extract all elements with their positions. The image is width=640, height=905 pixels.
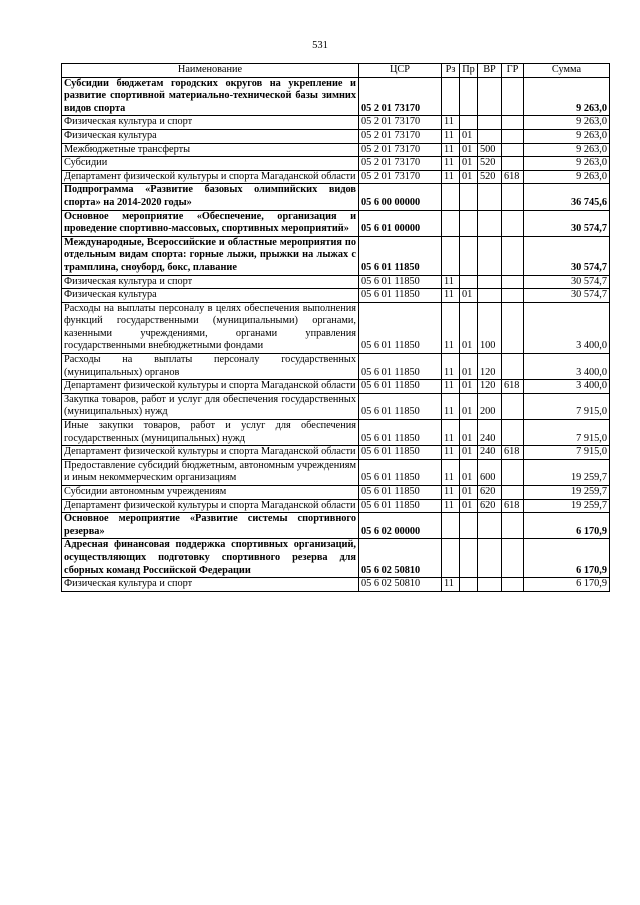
cell-csr: 05 6 02 00000	[359, 513, 442, 539]
cell-sum: 9 263,0	[524, 157, 610, 171]
cell-gr: 618	[502, 446, 524, 460]
cell-pr: 01	[460, 446, 478, 460]
cell-csr: 05 6 01 11850	[359, 275, 442, 289]
cell-csr: 05 6 02 50810	[359, 539, 442, 578]
cell-gr: 618	[502, 499, 524, 513]
cell-pr	[460, 539, 478, 578]
cell-rz: 11	[442, 446, 460, 460]
cell-name: Основное мероприятие «Обеспечение, организация и проведение спортивно-массовых, спортивных мероприятий»	[62, 210, 359, 236]
cell-name: Физическая культура	[62, 129, 359, 143]
cell-gr	[502, 157, 524, 171]
cell-vr	[478, 275, 502, 289]
cell-name: Департамент физической культуры и спорта Магаданской области	[62, 446, 359, 460]
cell-csr: 05 6 01 11850	[359, 380, 442, 394]
cell-rz: 11	[442, 302, 460, 353]
cell-rz	[442, 210, 460, 236]
table-body	[62, 77, 610, 591]
cell-vr	[478, 236, 502, 275]
cell-csr: 05 6 02 50810	[359, 578, 442, 592]
cell-pr: 01	[460, 486, 478, 500]
cell-rz: 11	[442, 170, 460, 184]
cell-name: Адресная финансовая поддержка спортивных организаций, осуществляющих подготовку спортивного резерва для сборных команд Российской Федерации	[62, 539, 359, 578]
header-csr: ЦСР	[359, 64, 442, 78]
cell-sum: 7 915,0	[524, 446, 610, 460]
cell-gr	[502, 539, 524, 578]
cell-sum: 9 263,0	[524, 77, 610, 116]
cell-pr: 01	[460, 499, 478, 513]
cell-vr: 500	[478, 143, 502, 157]
table-row	[62, 446, 610, 460]
cell-pr	[460, 210, 478, 236]
table-row	[62, 393, 610, 419]
cell-gr	[502, 578, 524, 592]
table-row	[62, 143, 610, 157]
table-row	[62, 513, 610, 539]
table-header-row	[62, 64, 610, 78]
table-row	[62, 116, 610, 130]
cell-name: Субсидии автономным учреждениям	[62, 486, 359, 500]
cell-gr	[502, 459, 524, 485]
cell-csr: 05 2 01 73170	[359, 157, 442, 171]
table-row	[62, 170, 610, 184]
cell-vr: 100	[478, 302, 502, 353]
cell-rz	[442, 539, 460, 578]
cell-rz: 11	[442, 275, 460, 289]
cell-pr	[460, 275, 478, 289]
cell-pr: 01	[460, 420, 478, 446]
cell-sum: 19 259,7	[524, 459, 610, 485]
budget-table	[61, 63, 610, 592]
cell-pr: 01	[460, 289, 478, 303]
cell-vr: 620	[478, 486, 502, 500]
table-row	[62, 275, 610, 289]
cell-gr	[502, 354, 524, 380]
cell-csr: 05 6 01 11850	[359, 354, 442, 380]
cell-gr	[502, 143, 524, 157]
cell-pr: 01	[460, 143, 478, 157]
cell-gr: 618	[502, 380, 524, 394]
table-row	[62, 289, 610, 303]
cell-pr: 01	[460, 380, 478, 394]
cell-sum: 9 263,0	[524, 170, 610, 184]
cell-sum: 3 400,0	[524, 302, 610, 353]
cell-name: Департамент физической культуры и спорта Магаданской области	[62, 380, 359, 394]
cell-pr	[460, 77, 478, 116]
cell-csr: 05 2 01 73170	[359, 116, 442, 130]
cell-pr: 01	[460, 459, 478, 485]
cell-sum: 9 263,0	[524, 116, 610, 130]
cell-vr	[478, 184, 502, 210]
table-row	[62, 459, 610, 485]
cell-sum: 19 259,7	[524, 499, 610, 513]
cell-rz: 11	[442, 459, 460, 485]
cell-vr	[478, 77, 502, 116]
cell-vr	[478, 539, 502, 578]
cell-sum: 6 170,9	[524, 578, 610, 592]
cell-vr	[478, 513, 502, 539]
cell-gr	[502, 486, 524, 500]
cell-pr: 01	[460, 393, 478, 419]
cell-csr: 05 6 01 11850	[359, 486, 442, 500]
cell-gr	[502, 289, 524, 303]
cell-pr	[460, 116, 478, 130]
cell-name: Расходы на выплаты персоналу государственных (муниципальных) органов	[62, 354, 359, 380]
cell-sum: 30 574,7	[524, 289, 610, 303]
cell-name: Основное мероприятие «Развитие системы спортивного резерва»	[62, 513, 359, 539]
cell-gr	[502, 77, 524, 116]
cell-gr: 618	[502, 170, 524, 184]
cell-vr	[478, 578, 502, 592]
cell-rz: 11	[442, 129, 460, 143]
cell-sum: 7 915,0	[524, 420, 610, 446]
cell-pr: 01	[460, 170, 478, 184]
cell-rz	[442, 77, 460, 116]
cell-sum: 6 170,9	[524, 539, 610, 578]
cell-name: Иные закупки товаров, работ и услуг для обеспечения государственных (муниципальных) нужд	[62, 420, 359, 446]
cell-rz	[442, 236, 460, 275]
cell-rz	[442, 184, 460, 210]
cell-csr: 05 6 01 00000	[359, 210, 442, 236]
cell-rz: 11	[442, 499, 460, 513]
page-number: 531	[312, 40, 328, 51]
cell-csr: 05 6 01 11850	[359, 393, 442, 419]
cell-vr: 240	[478, 420, 502, 446]
cell-rz	[442, 513, 460, 539]
header-pr: Пр	[460, 64, 478, 78]
cell-vr: 520	[478, 170, 502, 184]
cell-rz: 11	[442, 116, 460, 130]
cell-pr	[460, 236, 478, 275]
cell-csr: 05 2 01 73170	[359, 170, 442, 184]
header-rz: Рз	[442, 64, 460, 78]
table-row	[62, 539, 610, 578]
cell-name: Субсидии бюджетам городских округов на укрепление и развитие спортивной материально-технической базы зимних видов спорта	[62, 77, 359, 116]
cell-csr: 05 6 01 11850	[359, 499, 442, 513]
cell-csr: 05 6 01 11850	[359, 420, 442, 446]
cell-csr: 05 6 01 11850	[359, 289, 442, 303]
table-row	[62, 380, 610, 394]
cell-csr: 05 6 00 00000	[359, 184, 442, 210]
cell-sum: 30 574,7	[524, 210, 610, 236]
cell-sum: 3 400,0	[524, 354, 610, 380]
cell-name: Межбюджетные трансферты	[62, 143, 359, 157]
cell-name: Департамент физической культуры и спорта Магаданской области	[62, 499, 359, 513]
cell-rz: 11	[442, 380, 460, 394]
cell-rz: 11	[442, 143, 460, 157]
cell-name: Департамент физической культуры и спорта Магаданской области	[62, 170, 359, 184]
header-name: Наименование	[62, 64, 359, 78]
cell-pr	[460, 578, 478, 592]
cell-gr	[502, 420, 524, 446]
table-row	[62, 499, 610, 513]
cell-sum: 9 263,0	[524, 129, 610, 143]
cell-name: Физическая культура и спорт	[62, 116, 359, 130]
cell-name: Подпрограмма «Развитие базовых олимпийских видов спорта» на 2014-2020 годы»	[62, 184, 359, 210]
table-row	[62, 210, 610, 236]
cell-gr	[502, 129, 524, 143]
cell-pr: 01	[460, 129, 478, 143]
cell-pr	[460, 184, 478, 210]
cell-gr	[502, 393, 524, 419]
cell-vr: 120	[478, 354, 502, 380]
cell-name: Международные, Всероссийские и областные мероприятия по отдельным видам спорта: горные лыжи, прыжки на лыжах с трамплина, сноуборд, бокс, плавание	[62, 236, 359, 275]
cell-sum: 30 574,7	[524, 275, 610, 289]
cell-gr	[502, 513, 524, 539]
cell-rz: 11	[442, 289, 460, 303]
table-row	[62, 578, 610, 592]
cell-pr	[460, 513, 478, 539]
cell-name: Расходы на выплаты персоналу в целях обеспечения выполнения функций государственными (муниципальными) органами, казенными учреждениями, органами управления государственными внебюджетными фондами	[62, 302, 359, 353]
cell-sum: 9 263,0	[524, 143, 610, 157]
table-row	[62, 129, 610, 143]
header-sum: Сумма	[524, 64, 610, 78]
cell-vr: 600	[478, 459, 502, 485]
cell-csr: 05 2 01 73170	[359, 129, 442, 143]
cell-vr: 620	[478, 499, 502, 513]
cell-rz: 11	[442, 486, 460, 500]
cell-sum: 6 170,9	[524, 513, 610, 539]
cell-csr: 05 2 01 73170	[359, 77, 442, 116]
cell-name: Предоставление субсидий бюджетным, автономным учреждениям и иным некоммерческим организациям	[62, 459, 359, 485]
cell-name: Физическая культура и спорт	[62, 275, 359, 289]
cell-rz: 11	[442, 157, 460, 171]
header-vr: ВР	[478, 64, 502, 78]
cell-pr: 01	[460, 302, 478, 353]
cell-csr: 05 6 01 11850	[359, 302, 442, 353]
cell-vr: 240	[478, 446, 502, 460]
cell-pr: 01	[460, 157, 478, 171]
cell-rz: 11	[442, 393, 460, 419]
cell-sum: 3 400,0	[524, 380, 610, 394]
cell-vr: 120	[478, 380, 502, 394]
cell-csr: 05 6 01 11850	[359, 446, 442, 460]
cell-vr	[478, 116, 502, 130]
cell-csr: 05 6 01 11850	[359, 236, 442, 275]
cell-sum: 7 915,0	[524, 393, 610, 419]
table-row	[62, 486, 610, 500]
cell-rz: 11	[442, 354, 460, 380]
cell-name: Субсидии	[62, 157, 359, 171]
cell-vr: 200	[478, 393, 502, 419]
cell-gr	[502, 116, 524, 130]
table-row	[62, 157, 610, 171]
cell-name: Закупка товаров, работ и услуг для обеспечения государственных (муниципальных) нужд	[62, 393, 359, 419]
cell-csr: 05 2 01 73170	[359, 143, 442, 157]
cell-gr	[502, 275, 524, 289]
cell-vr	[478, 289, 502, 303]
cell-name: Физическая культура и спорт	[62, 578, 359, 592]
cell-pr: 01	[460, 354, 478, 380]
header-gr: ГР	[502, 64, 524, 78]
cell-vr	[478, 129, 502, 143]
cell-gr	[502, 184, 524, 210]
cell-vr	[478, 210, 502, 236]
table-row	[62, 184, 610, 210]
cell-sum: 30 574,7	[524, 236, 610, 275]
cell-vr: 520	[478, 157, 502, 171]
cell-name: Физическая культура	[62, 289, 359, 303]
table-row	[62, 236, 610, 275]
cell-sum: 36 745,6	[524, 184, 610, 210]
table-row	[62, 77, 610, 116]
cell-gr	[502, 236, 524, 275]
cell-gr	[502, 302, 524, 353]
cell-gr	[502, 210, 524, 236]
cell-csr: 05 6 01 11850	[359, 459, 442, 485]
cell-rz: 11	[442, 578, 460, 592]
cell-sum: 19 259,7	[524, 486, 610, 500]
table-row	[62, 420, 610, 446]
table-row	[62, 354, 610, 380]
table-row	[62, 302, 610, 353]
cell-rz: 11	[442, 420, 460, 446]
